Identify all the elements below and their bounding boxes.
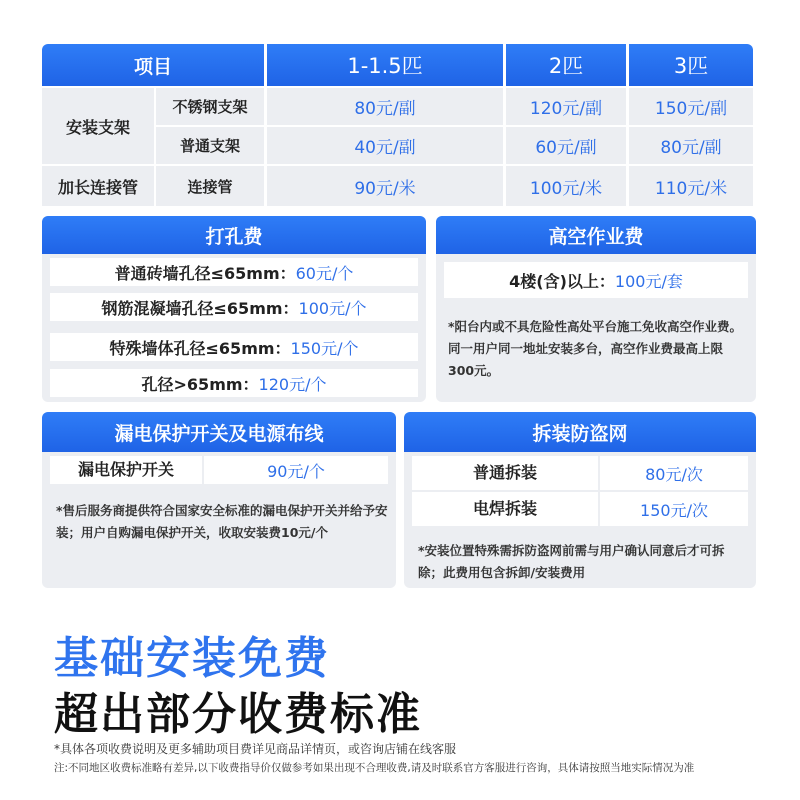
- drilling-row: [50, 369, 418, 397]
- high-altitude-note: *阳台内或不具危险性高处平台施工免收高空作业费。同一用户同一地址安装多台，高空作业费最高上限300元。: [448, 319, 743, 378]
- price-cell: 80元/副: [629, 127, 753, 164]
- antitheft-title: 拆装防盗网: [404, 412, 756, 452]
- leakage-price: 90元/个: [267, 461, 325, 481]
- table-header-3hp: 3匹: [629, 44, 753, 86]
- drilling-label: 特殊墙体孔径≤65mm：: [109, 338, 291, 358]
- leakage-row: [50, 456, 388, 484]
- row-name: 连接管: [156, 166, 264, 206]
- high-altitude-label: 4楼(含)以上：: [509, 271, 615, 291]
- price-cell: 100元/米: [506, 166, 626, 206]
- antitheft-price: 150元/次: [640, 500, 708, 520]
- drilling-row: [50, 258, 418, 286]
- headline-charges: 超出部分收费标准: [54, 689, 422, 740]
- drilling-label: 钢筋混凝墙孔径≤65mm：: [101, 298, 299, 318]
- drilling-price: 60元/个: [295, 263, 354, 283]
- antitheft-row: [412, 492, 748, 526]
- drilling-row: [50, 333, 418, 361]
- row-name: 普通支架: [156, 127, 264, 164]
- antitheft-label: 电焊拆装: [412, 492, 600, 526]
- row-name: 不锈钢支架: [156, 88, 264, 125]
- drilling-price: 100元/个: [298, 298, 367, 318]
- price-cell: 90元/米: [267, 166, 503, 206]
- antitheft-note: *安装位置特殊需拆防盗网前需与用户确认同意后才可拆除；此费用包含拆卸/安装费用: [418, 543, 725, 580]
- leakage-label: 漏电保护开关: [50, 456, 204, 484]
- table-header-2hp: 2匹: [506, 44, 626, 86]
- drilling-label: 孔径>65mm：: [141, 374, 259, 394]
- headline-free: 基础安装免费: [54, 633, 330, 684]
- price-cell: 40元/副: [267, 127, 503, 164]
- drilling-title: 打孔费: [42, 216, 426, 254]
- high-altitude-row: [444, 262, 748, 298]
- table-header-item: 项目: [42, 44, 264, 86]
- drilling-price: 120元/个: [258, 374, 327, 394]
- antitheft-row: [412, 456, 748, 490]
- price-cell: 120元/副: [506, 88, 626, 125]
- price-cell: 110元/米: [629, 166, 753, 206]
- footer-note: *具体各项收费说明及更多辅助项目费详见商品详情页，或咨询店铺在线客服: [54, 742, 457, 756]
- price-cell: 150元/副: [629, 88, 753, 125]
- drilling-price: 150元/个: [290, 338, 359, 358]
- antitheft-price: 80元/次: [645, 464, 703, 484]
- price-cell: 80元/副: [267, 88, 503, 125]
- leakage-note: *售后服务商提供符合国家安全标准的漏电保护开关并给予安装；用户自购漏电保护开关，收取安装费10元/个: [56, 503, 388, 540]
- group-extension-pipe: 加长连接管: [42, 166, 154, 206]
- antitheft-label: 普通拆装: [412, 456, 600, 490]
- leakage-title: 漏电保护开关及电源布线: [42, 412, 396, 452]
- drilling-label: 普通砖墙孔径≤65mm：: [114, 263, 296, 283]
- footer-disclaimer: 注:不同地区收费标准略有差异,以下收费指导价仅做参考如果出现不合理收费,请及时联系官方客服进行咨询，具体请按照当地实际情况为准: [54, 762, 695, 774]
- high-altitude-price: 100元/套: [614, 271, 683, 291]
- group-bracket: 安装支架: [42, 88, 154, 164]
- table-header-1hp: 1-1.5匹: [267, 44, 503, 86]
- high-altitude-title: 高空作业费: [436, 216, 756, 254]
- price-cell: 60元/副: [506, 127, 626, 164]
- drilling-row: [50, 293, 418, 321]
